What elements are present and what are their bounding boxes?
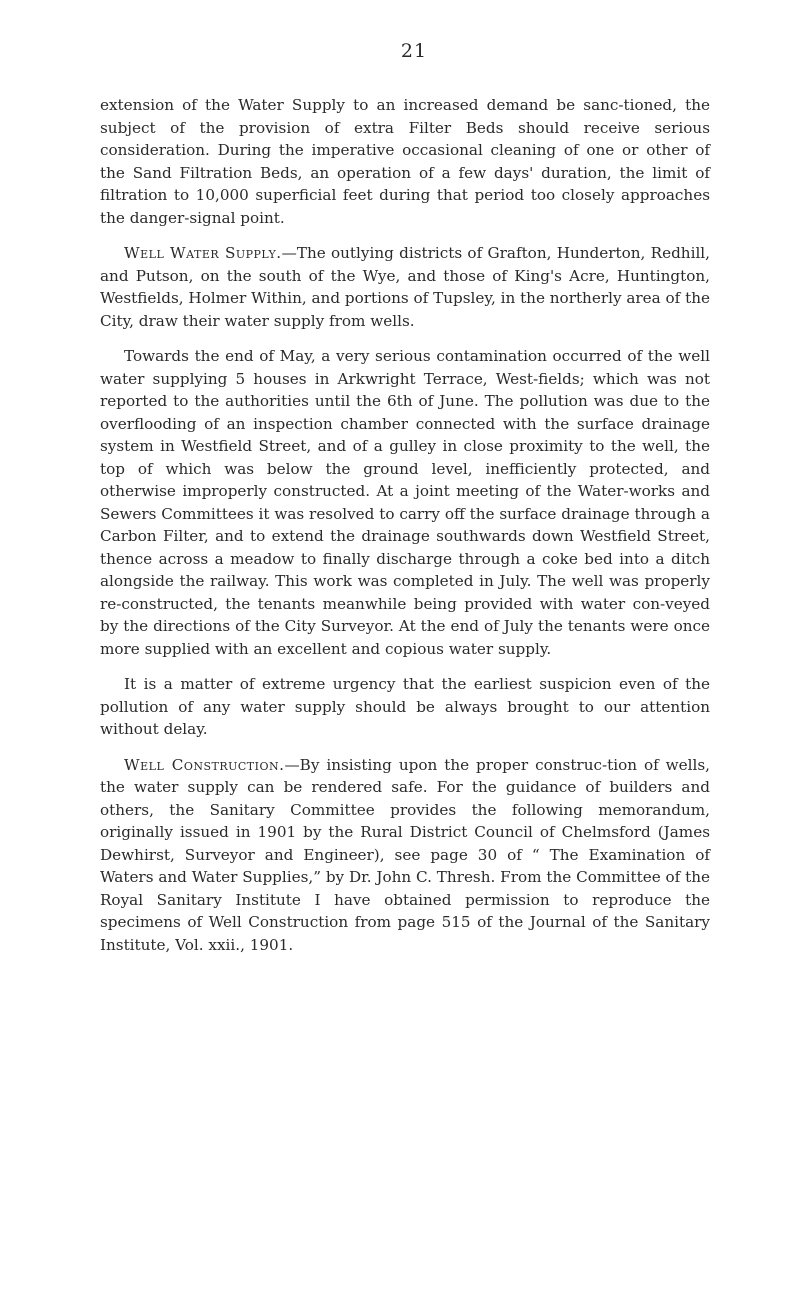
- paragraph-text: extension of the Water Supply to an increased demand be sanc-tioned, the subject of the provision of extra Filter Beds should receive serious consideration. During the imperative occasional cleaning of one or other of the Sand Filtration Beds, an operation of a few days' duration, the limit of filtration to 10,000 superficial feet during that period too closely approaches the danger-signal point.: [100, 96, 710, 227]
- paragraph-text: Towards the end of May, a very serious contamination occurred of the well water supplying 5 houses in Arkwright Terrace, West-fields; which was not reported to the authorities until the 6th of June. The pollution was due to the overflooding of an inspection chamber connected with the surface drainage system in Westfield Street, and of a gulley in close proximity to the well, the top of which was below the ground level, inefficiently protected, and otherwise improperly constructed. At a joint meeting of the Water-works and Sewers Committees it was resolved to carry off the surface drainage through a Carbon Filter, and to extend the drainage southwards down Westfield Street, thence across a meadow to finally discharge through a coke bed into a ditch alongside the railway. This work was completed in July. The well was properly re-constructed, the tenants meanwhile being provided with water con-veyed by the directions of the City Surveyor. At the end of July the tenants were once more supplied with an excellent and copious water supply.: [100, 347, 710, 658]
- paragraph-text: It is a matter of extreme urgency that the earliest suspicion even of the pollution of any water supply should be always brought to our attention without delay.: [100, 675, 710, 738]
- section-heading-well-construction: Well Construction.: [124, 755, 285, 774]
- paragraph-water-supply-extension: [100, 94, 710, 229]
- paragraph-well-construction: [100, 754, 710, 957]
- paragraph-urgency: [100, 673, 710, 741]
- paragraph-well-water-supply: [100, 242, 710, 332]
- paragraph-contamination: [100, 345, 710, 660]
- page-body: [100, 40, 710, 969]
- page-number: 21: [400, 40, 428, 62]
- section-heading-well-water-supply: Well Water Supply.: [124, 244, 282, 262]
- paragraph-text: —By insisting upon the proper construc-tion of wells, the water supply can be rendered safe. For the guidance of builders and others, the Sanitary Committee provides the following memorandum, originally issued in 1901 by the Rural District Council of Chelmsford (James Dewhirst, Surveyor and Engineer), see page 30 of “ The Examination of Waters and Water Supplies,” by Dr. John C. Thresh. From the Committee of the Royal Sanitary Institute I have obtained permission to reproduce the specimens of Well Construction from page 515 of the Journal of the Sanitary Institute, Vol. xxii., 1901.: [100, 755, 710, 954]
- paragraph-text: —The outlying districts of Grafton, Hunderton, Redhill, and Putson, on the south of the Wye, and those of King's Acre, Huntington, Westfields, Holmer Within, and portions of Tupsley, in the northerly area of the City, draw their water supply from wells.: [100, 244, 711, 330]
